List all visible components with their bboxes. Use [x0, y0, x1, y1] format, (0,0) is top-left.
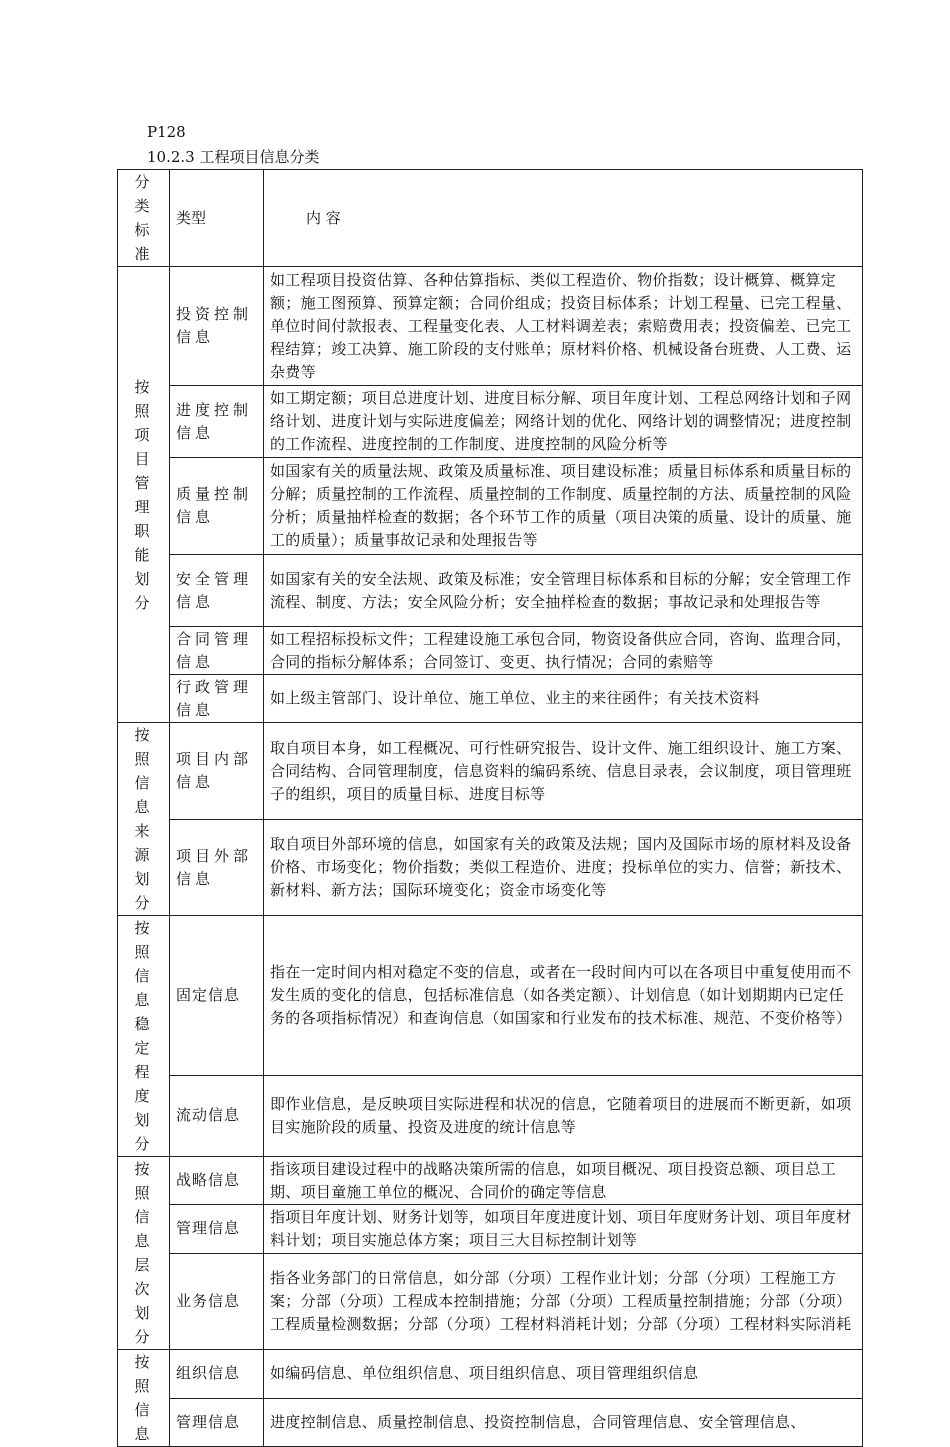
type-cell: 组织信息 [170, 1350, 264, 1399]
header-type: 类型 [170, 170, 264, 267]
content-cell: 进度控制信息、质量控制信息、投资控制信息，合同管理信息、安全管理信息、 [264, 1398, 863, 1447]
table-row [118, 386, 863, 458]
type-cell: 战略信息 [170, 1157, 264, 1205]
content-cell: 指项目年度计划、财务计划等，如项目年度进度计划、项目年度财务计划、项目年度材料计划；项目实施总体方案；项目三大目标控制计划等 [264, 1205, 863, 1253]
table-row [118, 555, 863, 627]
table-row [118, 916, 863, 1076]
table-row [118, 1398, 863, 1447]
type-cell: 行政管理信息 [170, 675, 264, 723]
content-cell: 如工程项目投资估算、各种估算指标、类似工程造价、物价指数；设计概算、概算定额；施工图预算、预算定额；合同价组成；投资目标体系；计划工程量、已完工程量、单位时间付款报表、工程量变化表、人工材料调差表；索赔费用表；投资偏差、已完工程结算；竣工决算、施工阶段的支付账单；原材料价格、机械设备台班费、人工费、运杂费等 [264, 267, 863, 386]
category-cell: 按照项目管理职能划分 [118, 267, 170, 723]
table-header-row [118, 170, 863, 267]
table-row [118, 458, 863, 555]
content-cell: 指各业务部门的日常信息，如分部（分项）工程作业计划；分部（分项）工程施工方案；分部（分项）工程成本控制措施；分部（分项）工程质量控制措施；分部（分项）工程质量检测数据；分部（分项）工程材料消耗计划；分部（分项）工程材料实际消耗 [264, 1253, 863, 1350]
type-cell: 流动信息 [170, 1075, 264, 1156]
content-cell: 如工程招标投标文件；工程建设施工承包合同，物资设备供应合同，咨询、监理合同，合同的指标分解体系；合同签订、变更、执行情况；合同的索赔等 [264, 627, 863, 675]
table-row [118, 1350, 863, 1399]
content-cell: 即作业信息，是反映项目实际进程和状况的信息，它随着项目的进展而不断更新，如项目实施阶段的质量、投资及进度的统计信息等 [264, 1075, 863, 1156]
type-cell: 管理信息 [170, 1205, 264, 1253]
table-row [118, 820, 863, 916]
type-cell: 安全管理信息 [170, 555, 264, 627]
table-row [118, 267, 863, 386]
content-cell: 如工期定额；项目总进度计划、进度目标分解、项目年度计划、工程总网络计划和子网络计划、进度计划与实际进度偏差；网络计划的优化、网络计划的调整情况；进度控制的工作流程、进度控制的工作制度、进度控制的风险分析等 [264, 386, 863, 458]
table-row [118, 1205, 863, 1253]
type-cell: 投资控制信息 [170, 267, 264, 386]
table-row [118, 1075, 863, 1156]
content-cell: 指该项目建设过程中的战略决策所需的信息，如项目概况、项目投资总额、项目总工期、项目童施工单位的概况、合同价的确定等信息 [264, 1157, 863, 1205]
section-title: 10.2.3 工程项目信息分类 [147, 148, 320, 166]
header-category: 分类标准 [118, 170, 170, 267]
content-cell: 取自项目外部环境的信息，如国家有关的政策及法规；国内及国际市场的原材料及设备价格、市场变化；物价指数；类似工程造价、进度；投标单位的实力、信誉；新技术、新材料、新方法；国际环境变化；资金市场变化等 [264, 820, 863, 916]
category-cell: 按照信息来源划分 [118, 723, 170, 916]
header-content: 内 容 [264, 170, 863, 267]
type-cell: 项目外部信息 [170, 820, 264, 916]
category-cell: 按照信息稳定程度划分 [118, 916, 170, 1157]
content-cell: 如国家有关的质量法规、政策及质量标准、项目建设标准；质量目标体系和质量目标的分解；质量控制的工作流程、质量控制的工作制度、质量控制的方法、质量控制的风险分析；质量抽样检查的数据；各个环节工作的质量（项目决策的质量、设计的质量、施工的质量）；质量事故记录和处理报告等 [264, 458, 863, 555]
table-row [118, 1253, 863, 1350]
type-cell: 项目内部信息 [170, 723, 264, 820]
content-cell: 指在一定时间内相对稳定不变的信息，或者在一段时间内可以在各项目中重复使用而不发生质的变化的信息，包括标准信息（如各类定额）、计划信息（如计划期期内已定任务的各项指标情况）和查询信息（如国家和行业发布的技术标准、规范、不变价格等） [264, 916, 863, 1076]
type-cell: 合同管理信息 [170, 627, 264, 675]
table-row [118, 627, 863, 675]
type-cell: 管理信息 [170, 1398, 264, 1447]
content-cell: 取自项目本身，如工程概况、可行性研究报告、设计文件、施工组织设计、施工方案、合同结构、合同管理制度，信息资料的编码系统、信息目录表，会议制度，项目管理班子的组织，项目的质量目标、进度目标等 [264, 723, 863, 820]
content-cell: 如上级主管部门、设计单位、施工单位、业主的来往函件；有关技术资料 [264, 675, 863, 723]
category-cell: 按照信息层次划分 [118, 1157, 170, 1350]
content-cell: 如编码信息、单位组织信息、项目组织信息、项目管理组织信息 [264, 1350, 863, 1399]
table-row [118, 723, 863, 820]
table-row [118, 1157, 863, 1205]
type-cell: 进度控制信息 [170, 386, 264, 458]
category-cell: 按照信息 [118, 1350, 170, 1447]
content-cell: 如国家有关的安全法规、政策及标准；安全管理目标体系和目标的分解；安全管理工作流程、制度、方法；安全风险分析；安全抽样检查的数据；事故记录和处理报告等 [264, 555, 863, 627]
page-number: P128 [147, 123, 186, 141]
info-classification-table [117, 169, 863, 1447]
type-cell: 质量控制信息 [170, 458, 264, 555]
type-cell: 固定信息 [170, 916, 264, 1076]
type-cell: 业务信息 [170, 1253, 264, 1350]
table-row [118, 675, 863, 723]
